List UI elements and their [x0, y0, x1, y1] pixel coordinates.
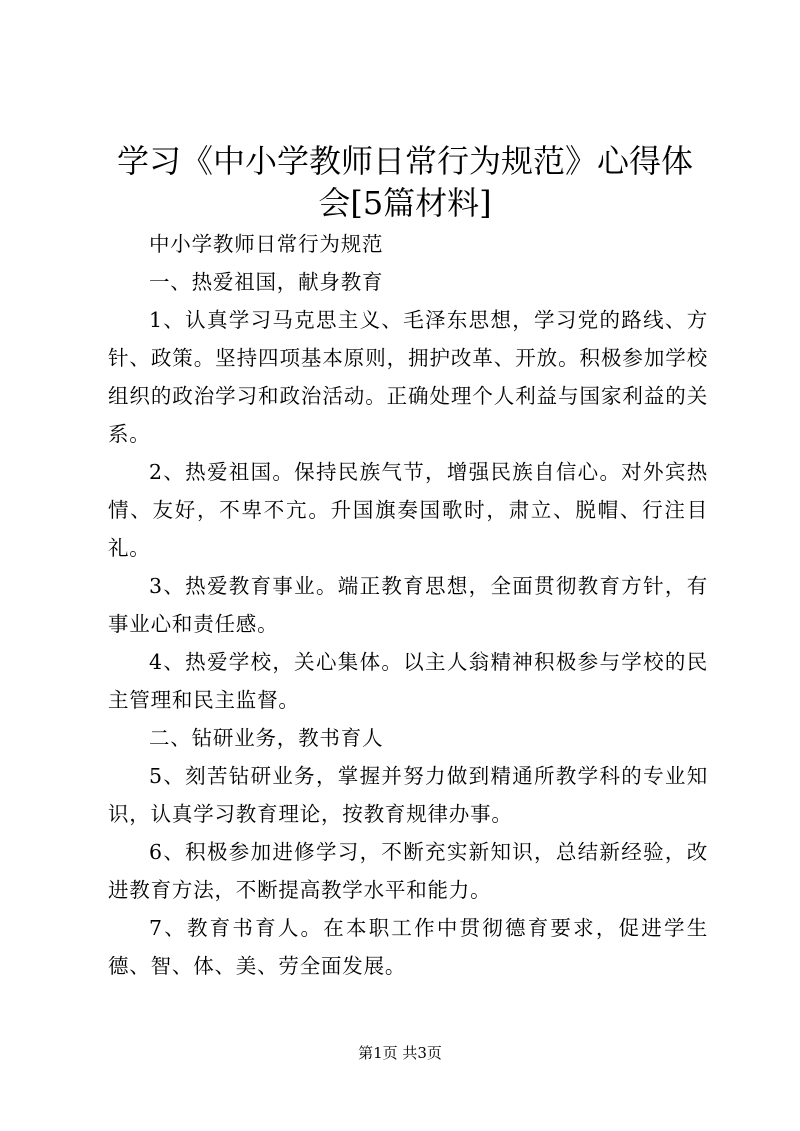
section-heading: 二、钻研业务，教书育人 — [149, 726, 384, 750]
paragraph: 3、热爱教育事业。端正教育思想，全面贯彻教育方针，有事业心和责任感。 — [108, 574, 708, 636]
section-heading: 中小学教师日常行为规范 — [149, 232, 384, 256]
page-number-footer: 第1页 共3页 — [358, 1044, 442, 1062]
paragraph: 5、刻苦钻研业务，掌握并努力做到精通所教学科的专业知识，认真学习教育理论，按教育规律办事。 — [108, 764, 708, 826]
paragraph: 4、热爱学校，关心集体。以主人翁精神积极参与学校的民主管理和民主监督。 — [108, 650, 708, 712]
paragraph: 6、积极参加进修学习，不断充实新知识，总结新经验，改进教育方法，不断提高教学水平和能力。 — [108, 840, 708, 902]
paragraph: 2、热爱祖国。保持民族气节，增强民族自信心。对外宾热情、友好，不卑不亢。升国旗奏国歌时，肃立、脱帽、行注目礼。 — [108, 460, 708, 560]
paragraph: 1、认真学习马克思主义、毛泽东思想，学习党的路线、方针、政策。坚持四项基本原则，拥护改革、开放。积极参加学校组织的政治学习和政治活动。正确处理个人利益与国家利益的关系。 — [108, 308, 708, 446]
paragraph: 7、教育书育人。在本职工作中贯彻德育要求，促进学生德、智、体、美、劳全面发展。 — [108, 916, 708, 978]
document-body — [108, 225, 708, 985]
section-heading: 一、热爱祖国，献身教育 — [149, 270, 384, 294]
document-title: 学习《中小学教师日常行为规范》心得体会[5篇材料] — [116, 142, 693, 222]
